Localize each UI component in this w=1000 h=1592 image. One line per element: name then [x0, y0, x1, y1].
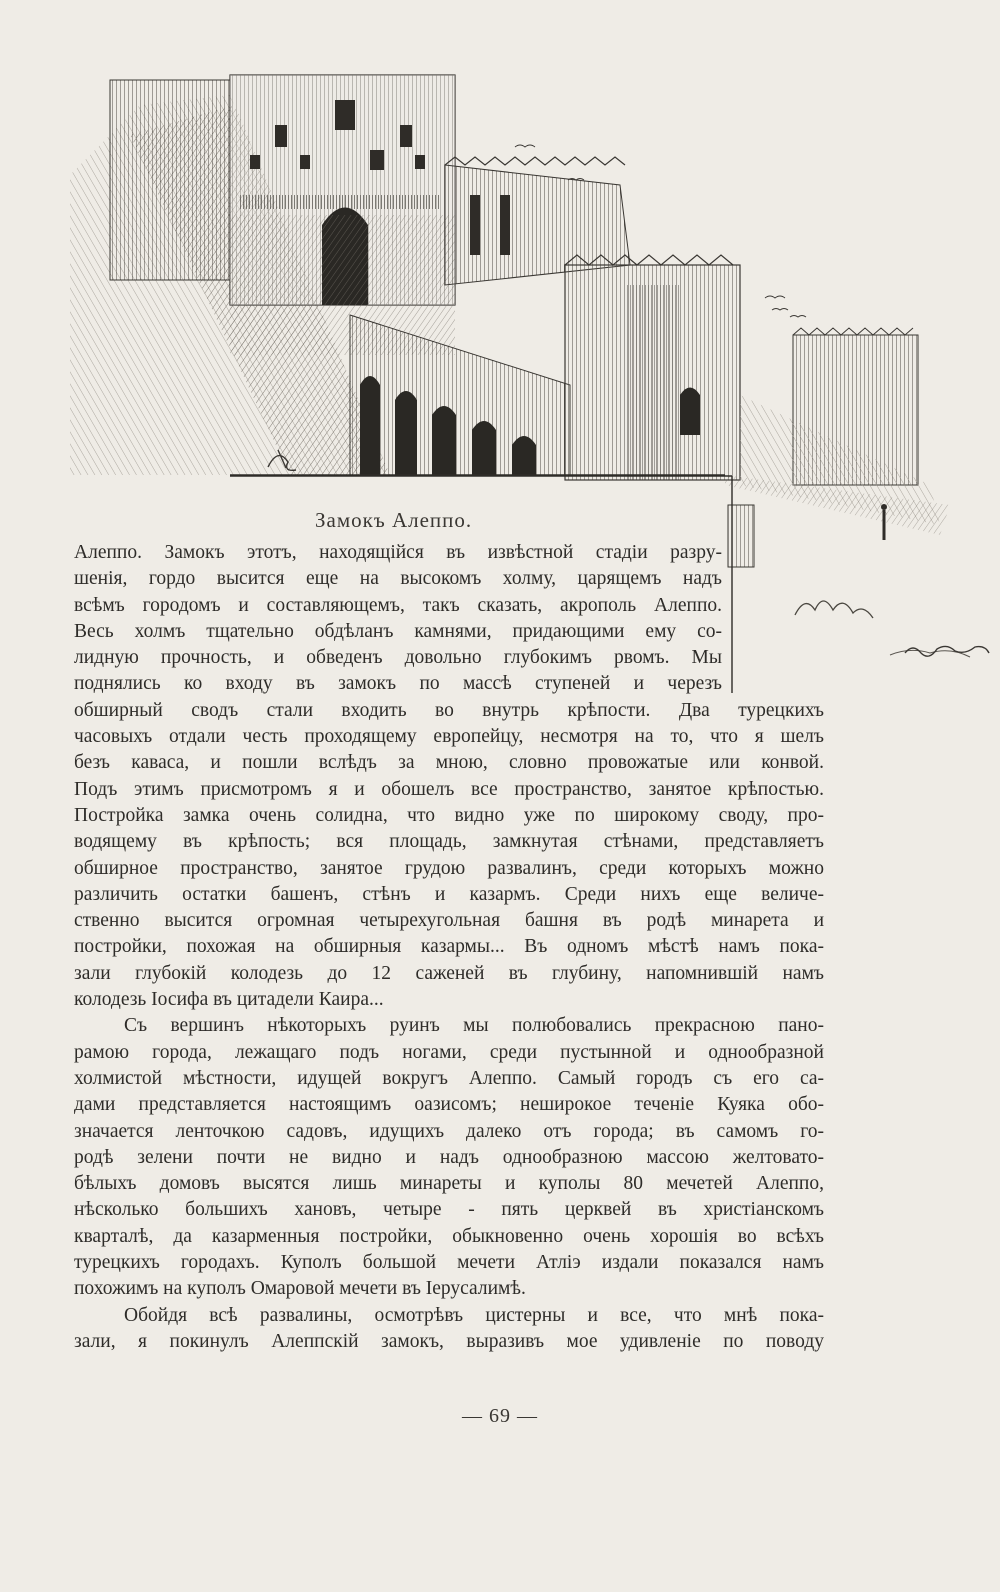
figure-caption: Замокъ Алеппо.: [315, 508, 473, 532]
text-line: колодезь Іосифа въ цитадели Каира...: [74, 989, 384, 1011]
body-text: [74, 540, 824, 1355]
page-number: — 69 —: [462, 1405, 538, 1427]
text-line: родѣ зелени почти не видно и надъ однообразною массою желтовато-: [74, 1146, 824, 1168]
text-line: турецкихъ городахъ. Куполъ большой мечети Атліэ издали показался намъ: [74, 1252, 824, 1274]
text-line: Весь холмъ тщательно обдѣланъ камнями, придающими ему со-: [74, 620, 722, 642]
text-line: всѣмъ городомъ и составляющемъ, такъ сказать, акрополь Алеппо.: [74, 594, 722, 616]
text-line: дами представляется настоящимъ оазисомъ; неширокое теченіе Куяка обо-: [74, 1094, 824, 1116]
text-line: Обойдя всѣ развалины, осмотрѣвъ цистерны и все, что мнѣ пока-: [124, 1304, 824, 1326]
text-line: часовыхъ отдали честь проходящему европейцу, несмотря на то, что я шелъ: [74, 726, 824, 748]
text-line: водящему въ крѣпость; вся площадь, замкнутая стѣнами, представляетъ: [74, 831, 824, 853]
text-line: обширный сводъ стали входить во внутрь крѣпости. Два турецкихъ: [74, 699, 824, 721]
text-line: зали, я покинулъ Алеппскій замокъ, выразивъ мое удивленіе по поводу: [74, 1330, 824, 1352]
text-line: зали глубокій колодезь до 12 саженей въ глубину, напомнившій намъ: [74, 962, 824, 984]
text-line: постройки, похожая на обширныя казармы... Въ одномъ мѣстѣ намъ пока-: [74, 936, 824, 958]
text-line: безъ каваса, и пошли вслѣдъ за мною, словно провожатые или конвой.: [74, 752, 824, 774]
text-line: бѣлыхъ домовъ высятся лишь минареты и куполы 80 мечетей Алеппо,: [74, 1173, 824, 1195]
text-line: нѣсколько большихъ хановъ, четыре - пять церквей въ христіанскомъ: [74, 1199, 824, 1221]
text-line: значается ленточкою садовъ, идущихъ далеко отъ города; въ самомъ го-: [74, 1120, 824, 1142]
text-line: поднялись ко входу въ замокъ по массѣ ступеней и черезъ: [74, 673, 722, 695]
text-line: обширное пространство, занятое грудою развалинъ, среди которыхъ можно: [74, 857, 824, 879]
text-line: различить остатки башенъ, стѣнъ и казармъ. Среди нихъ еще величе-: [74, 883, 824, 905]
text-line: холмистой мѣстности, идущей вокругъ Алеппо. Самый городъ съ его са-: [74, 1067, 824, 1089]
text-line: Съ вершинъ нѣкоторыхъ руинъ мы полюбовались прекрасною пано-: [124, 1015, 824, 1037]
text-line: кварталѣ, да казарменныя постройки, обыкновенно очень хорошія во всѣхъ: [74, 1225, 824, 1247]
text-line: ственно высится огромная четырехугольная башня въ родѣ минарета и: [74, 910, 824, 932]
text-line: похожимъ на куполъ Омаровой мечети въ Іерусалимѣ.: [74, 1278, 526, 1300]
text-line: Постройка замка очень солидна, что видно уже по широкому своду, про-: [74, 804, 824, 826]
text-line: лидную прочность, и обведенъ довольно глубокимъ рвомъ. Мы: [74, 647, 722, 669]
text-line: рамою города, лежащаго подъ ногами, среди пустынной и однообразной: [74, 1041, 824, 1063]
text-line: Подъ этимъ присмотромъ я и обошелъ все пространство, занятое крѣпостью.: [74, 778, 824, 800]
text-line: шенія, гордо высится еще на высокомъ холму, царящемъ надъ: [74, 568, 722, 590]
text-line: Алеппо. Замокъ этотъ, находящійся въ извѣстной стадіи разру-: [74, 542, 722, 563]
